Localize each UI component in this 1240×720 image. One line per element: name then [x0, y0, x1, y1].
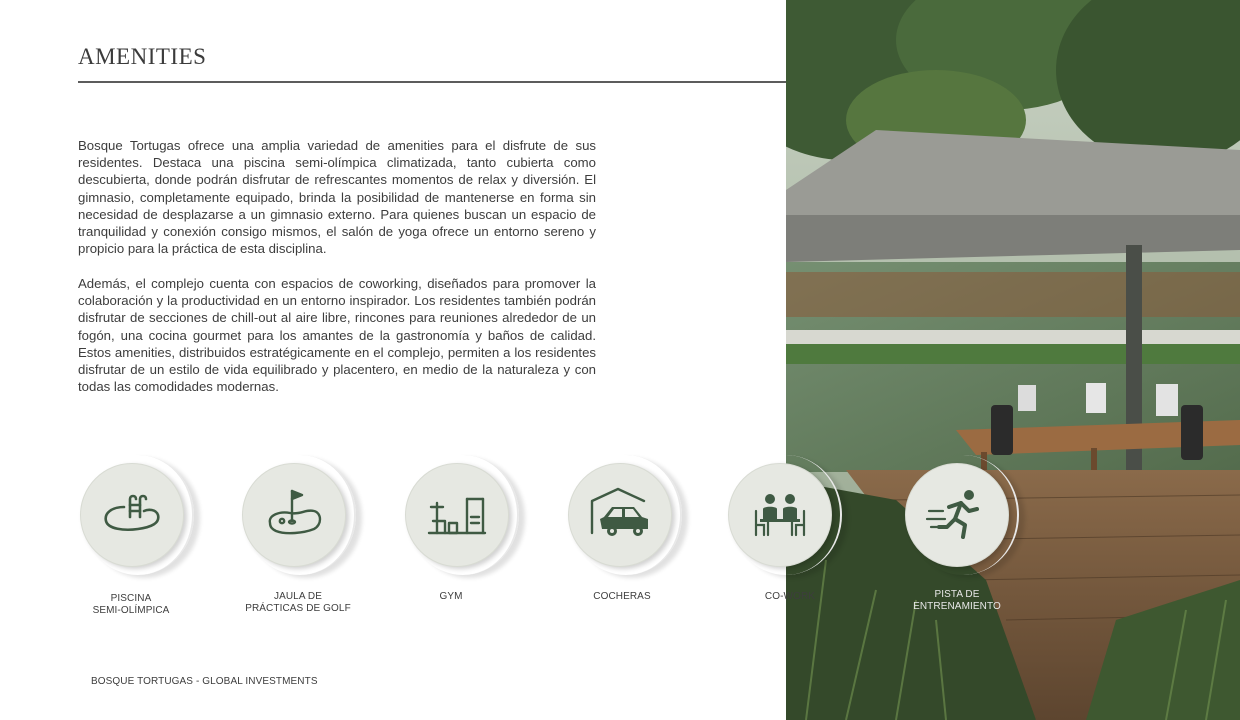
gym-icon: [419, 477, 495, 553]
amenity-golf-label: JAULA DE PRÁCTICAS DE GOLF: [245, 591, 351, 614]
cowork-icon: [742, 477, 818, 553]
amenity-cowork-label: CO-WORK: [764, 591, 816, 602]
footer-brand: BOSQUE TORTUGAS - GLOBAL INVESTMENTS: [91, 676, 318, 687]
amenity-track: [903, 455, 1023, 575]
garage-icon: [582, 477, 658, 553]
runner-icon: [919, 477, 995, 553]
amenity-garage: [566, 455, 686, 575]
pool-icon: [94, 477, 170, 553]
amenity-golf: [240, 455, 360, 575]
amenity-track-label: PISTA DE ENTRENAMIENTO: [913, 589, 1001, 612]
golf-icon: [256, 477, 332, 553]
amenity-gym: [403, 455, 523, 575]
amenity-pool-label: PISCINA SEMI-OLÍMPICA: [92, 593, 170, 616]
intro-paragraph: Bosque Tortugas ofrece una amplia variedad de amenities para el disfrute de sus residentes. Destaca una piscina semi-olímpica climatizada, tanto cubierta como descubierta, donde podrán disfrutar de refrescantes momentos de relax y diversión. El gimnasio, completamente equipado, brinda la posibilidad de mantenerse en forma sin necesidad de desplazarse a un gimnasio externo. Para quienes buscan un espacio de tranquilidad y conexión consigo mismos, el salón de yoga ofrece un entorno sereno y propicio para la práctica de esta disciplina.: [78, 138, 596, 257]
amenity-gym-label: GYM: [439, 591, 463, 602]
second-paragraph: Además, el complejo cuenta con espacios de coworking, diseñados para promover la colaboración y la productividad en un entorno inspirador. Los residentes también podrán disfrutar de secciones de chill-out al aire libre, rincones para reuniones alrededor de un fogón, una cocina gourmet para los amantes de la gastronomía y baños de calidad. Estos amenities, distribuidos estratégicamente en el complejo, permiten a los residentes disfrutar de un estilo de vida equilibrado y placentero, en medio de la naturaleza y con todas las comodidades modernas.: [78, 276, 596, 395]
title-divider: [78, 81, 788, 83]
amenity-cowork: [726, 455, 846, 575]
amenity-garage-label: COCHERAS: [593, 591, 651, 602]
page-title: AMENITIES: [78, 44, 207, 69]
amenity-pool: [78, 455, 198, 575]
